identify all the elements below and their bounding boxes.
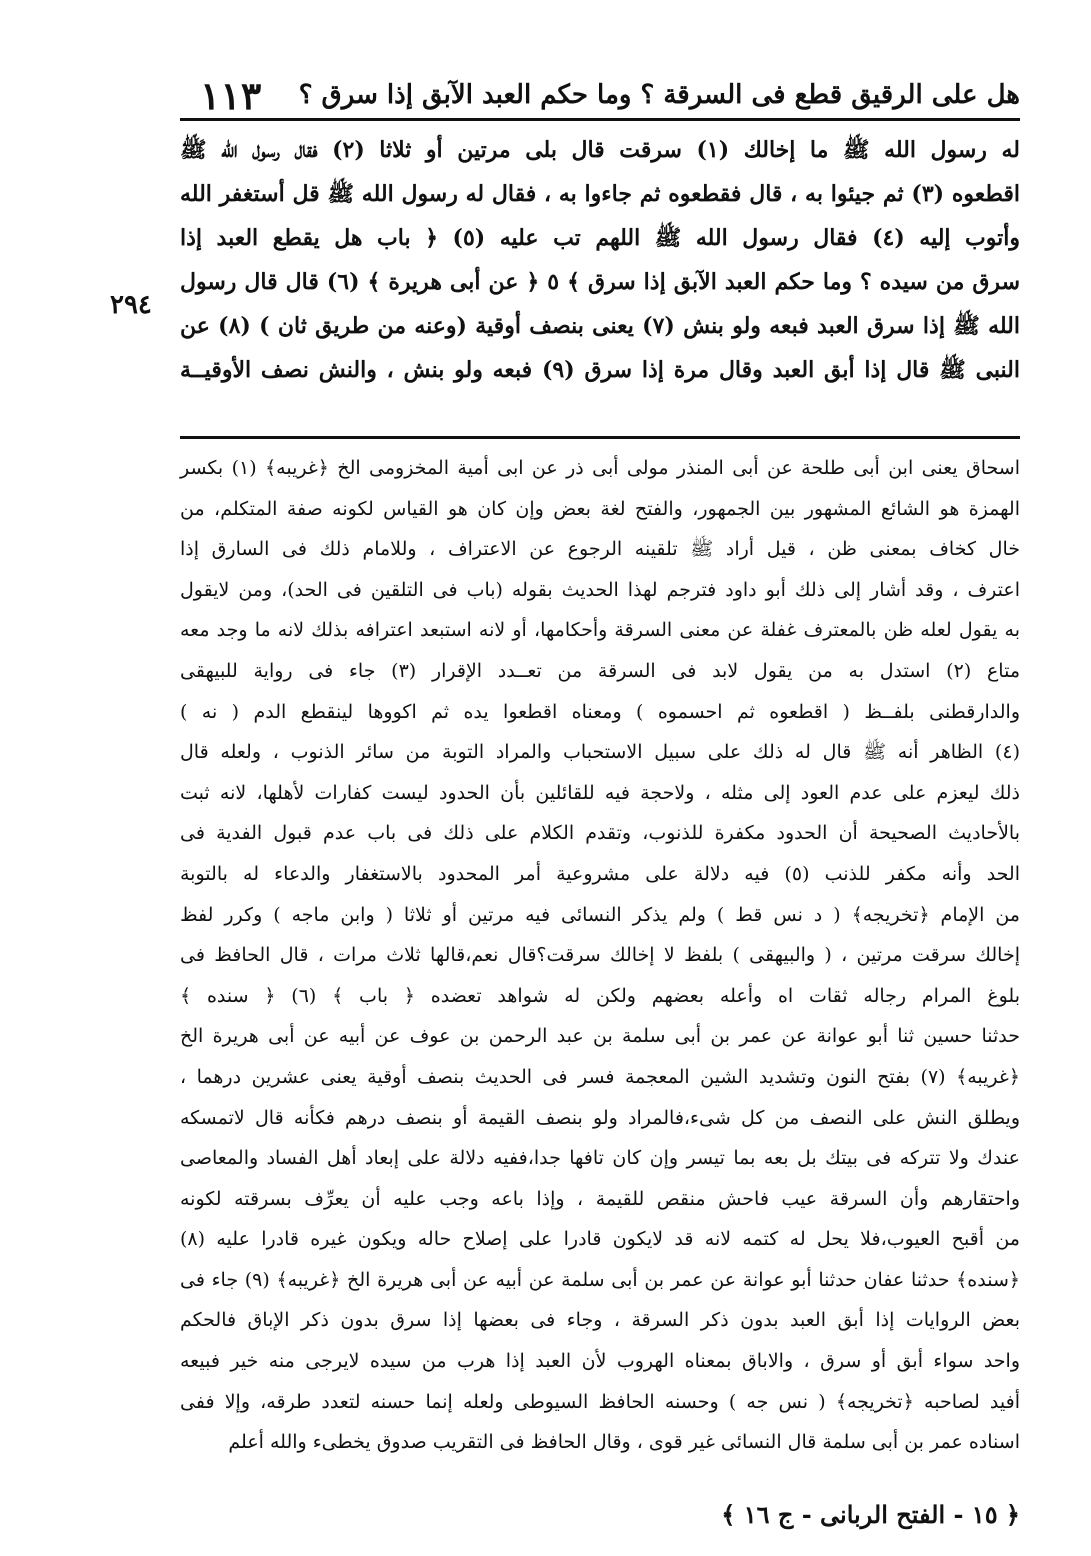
note-line: من أقبح العيوب،فلا يحل له كتمه لانه قد لايكون قادرا على إصلاح حاله ويكون غيره قادرا عليه (٨): [180, 1228, 1020, 1251]
footnotes: [180, 448, 1020, 1463]
note-line: من الإمام ﴿تخريجه﴾ ( د نس قط ) ولم يذكر النسائى فيه مرتين أو ثلاثا ( وابن ماجه ) وكرر لفظ: [180, 903, 1020, 926]
main-line: وأتوب إليه (٤) فقال رسول الله ﷺ اللهم تب عليه (٥) ﴿ باب هل يقطع العبد إذا: [180, 225, 1020, 251]
page-footer: ﴿ ١٥ - الفتح الربانى - ج ١٦ ﴾: [721, 1500, 1020, 1529]
note-line: ﴿سنده﴾ حدثنا عفان حدثنا أبو عوانة عن عمر بن أبى سلمة عن أبيه عن أبى هريرة الخ ﴿غريبه﴾ (٩) جاء فى: [180, 1268, 1021, 1291]
note-line: حدثنا حسين ثنا أبو عوانة عن عمر بن أبى سلمة بن عبد الرحمن بن عوف عن أبيه عن أبى هريرة الخ: [180, 1025, 1020, 1048]
note-line: الحد وأنه مكفر للذنب (٥) فيه دلالة على مشروعية أمر المحدود بالاستغفار والدعاء له بالتوبة: [180, 862, 1020, 885]
note-line: اعترف ، وقد أشار إلى ذلك أبو داود فترجم لهذا الحديث بقوله (باب فى التلقين فى الحد)، ومن لايقول: [180, 578, 1020, 601]
header-title: هل على الرقيق قطع فى السرقة ؟ وما حكم العبد الآبق إذا سرق ؟: [298, 80, 1020, 110]
note-line: ويطلق النش على النصف من كل شىء،فالمراد ولو بنصف القيمة أو بنصف درهم فكأنه قال لاتمسكه: [180, 1106, 1020, 1129]
note-line: متاع (٢) استدل به من يقول لابد فى السرقة من تعــدد الإقرار (٣) جاء فى رواية للبيهقى: [180, 659, 1020, 682]
note-line: اسحاق يعنى ابن أبى طلحة عن أبى المنذر مولى أبى ذر عن ابى أمية المخزومى الخ ﴿غريبه﴾ (١) بكسر: [180, 457, 1020, 479]
note-line: ذلك ليعزم على عدم العود إلى مثله ، ولاحجة فيه للقائلين بأن الحدود ليست كفارات لأهلها، لانه ثبت: [180, 781, 1020, 804]
hadith-number: ٢٩٤: [110, 290, 152, 320]
main-line: سرق من سيده ؟ وما حكم العبد الآبق إذا سرق ﴾ ٥ ﴿ عن أبى هريرة ﴾ (٦) قال قال رسول: [180, 269, 1020, 295]
page-header: [200, 70, 1020, 120]
note-line: بالأحاديث الصحيحة أن الحدود مكفرة للذنوب، وتقدم الكلام على ذلك فى باب عدم قبول الفدية فى: [180, 822, 1020, 845]
note-line: أفيد لصاحبه ﴿تخريجه﴾ ( نس جه ) وحسنه الحافظ السيوطى ولعله إنما حسنه لتعدد طرقه، وإلا ففى: [180, 1390, 1020, 1413]
main-line: النبى ﷺ قال إذا أبق العبد وقال مرة إذا سرق (٩) فبعه ولو بنش ، والنش نصف الأوقيــة: [180, 357, 1021, 383]
notes-divider: [180, 436, 1020, 439]
note-line: واحد سواء أبق أو سرق ، والاباق بمعناه الهروب لأن العبد إذا هرب من سيده لايرجى منه خير فبيعه: [180, 1350, 1020, 1373]
note-line: بعض الروايات إذا أبق العبد بدون ذكر السرقة ، وجاء فى بعضها إذا سرق بدون ذكر الإباق فالحكم: [180, 1309, 1020, 1332]
header-rule: [180, 118, 1020, 121]
note-line: والدارقطنى بلفــظ ( اقطعوه ثم احسموه ) ومعناه اقطعوا يده ثم اكووها لينقطع الدم ( نه ): [180, 700, 1020, 723]
note-line: خال كخاف بمعنى ظن ، قيل أراد ﷺ تلقينه الرجوع عن الاعتراف ، وللامام ذلك فى السارق إذا: [180, 538, 1020, 561]
note-line: واحتقارهم وأن السرقة عيب فاحش منقص للقيمة ، وإذا باعه وجب عليه أن يعرِّف بسرقته لكونه: [180, 1187, 1020, 1210]
note-line: بلوغ المرام رجاله ثقات اه وأعله بعضهم ولكن له شواهد تعضده ﴿ باب ﴾ (٦) ﴿ سنده ﴾: [180, 984, 1020, 1007]
note-line: الهمزة هو الشائع المشهور بين الجمهور، والفتح لغة بعض وإن كان هو القياس لكونه صفة المتكلم، من: [180, 497, 1020, 520]
main-line: له رسول الله ﷺ ما إخالك (١) سرقت قال بلى مرتين أو ثلاثا (٢) فقال رسول الله ﷺ: [180, 137, 1020, 163]
note-line: ﴿غريبه﴾ (٧) بفتح النون وتشديد الشين المعجمة فسر فى الحديث بنصف أوقية يعنى عشرين درهما ،: [180, 1065, 1020, 1088]
page-number: ١١٣: [200, 72, 262, 118]
note-line: إخالك سرقت مرتين ، ( والبيهقى ) بلفظ لا إخالك سرقت؟قال نعم،قالها ثلاث مرات ، قال الحافظ فى: [180, 944, 1020, 967]
note-line: (٤) الظاهر أنه ﷺ قال له ذلك على سبيل الاستحباب والمراد التوبة من سائر الذنوب ، ولعله قال: [180, 741, 1020, 764]
note-line: به يقول لعله ظن بالمعترف غفلة عن معنى السرقة وأحكامها، أو لانه استبعد اعترافه بذلك لانه ما وجد معه: [180, 619, 1020, 642]
note-line: عندك ولا تتركه فى بيتك بل بعه بما تيسر وإن كان تافها جدا،ففيه دلالة على إبعاد أهل الفساد والمعاصى: [180, 1147, 1020, 1170]
main-line: الله ﷺ إذا سرق العبد فبعه ولو بنش (٧) يعنى بنصف أوقية (وعنه من طريق ثان ) (٨) عن: [180, 313, 1020, 339]
main-text: [180, 128, 1020, 392]
main-line: اقطعوه (٣) ثم جيئوا به ، قال فقطعوه ثم جاءوا به ، فقال له رسول الله ﷺ قل أستغفر الله: [180, 181, 1020, 207]
note-line: اسناده عمر بن أبى سلمة قال النسائى غير قوى ، وقال الحافظ فى التقريب صدوق يخطىء والله أعلم: [228, 1431, 1020, 1454]
